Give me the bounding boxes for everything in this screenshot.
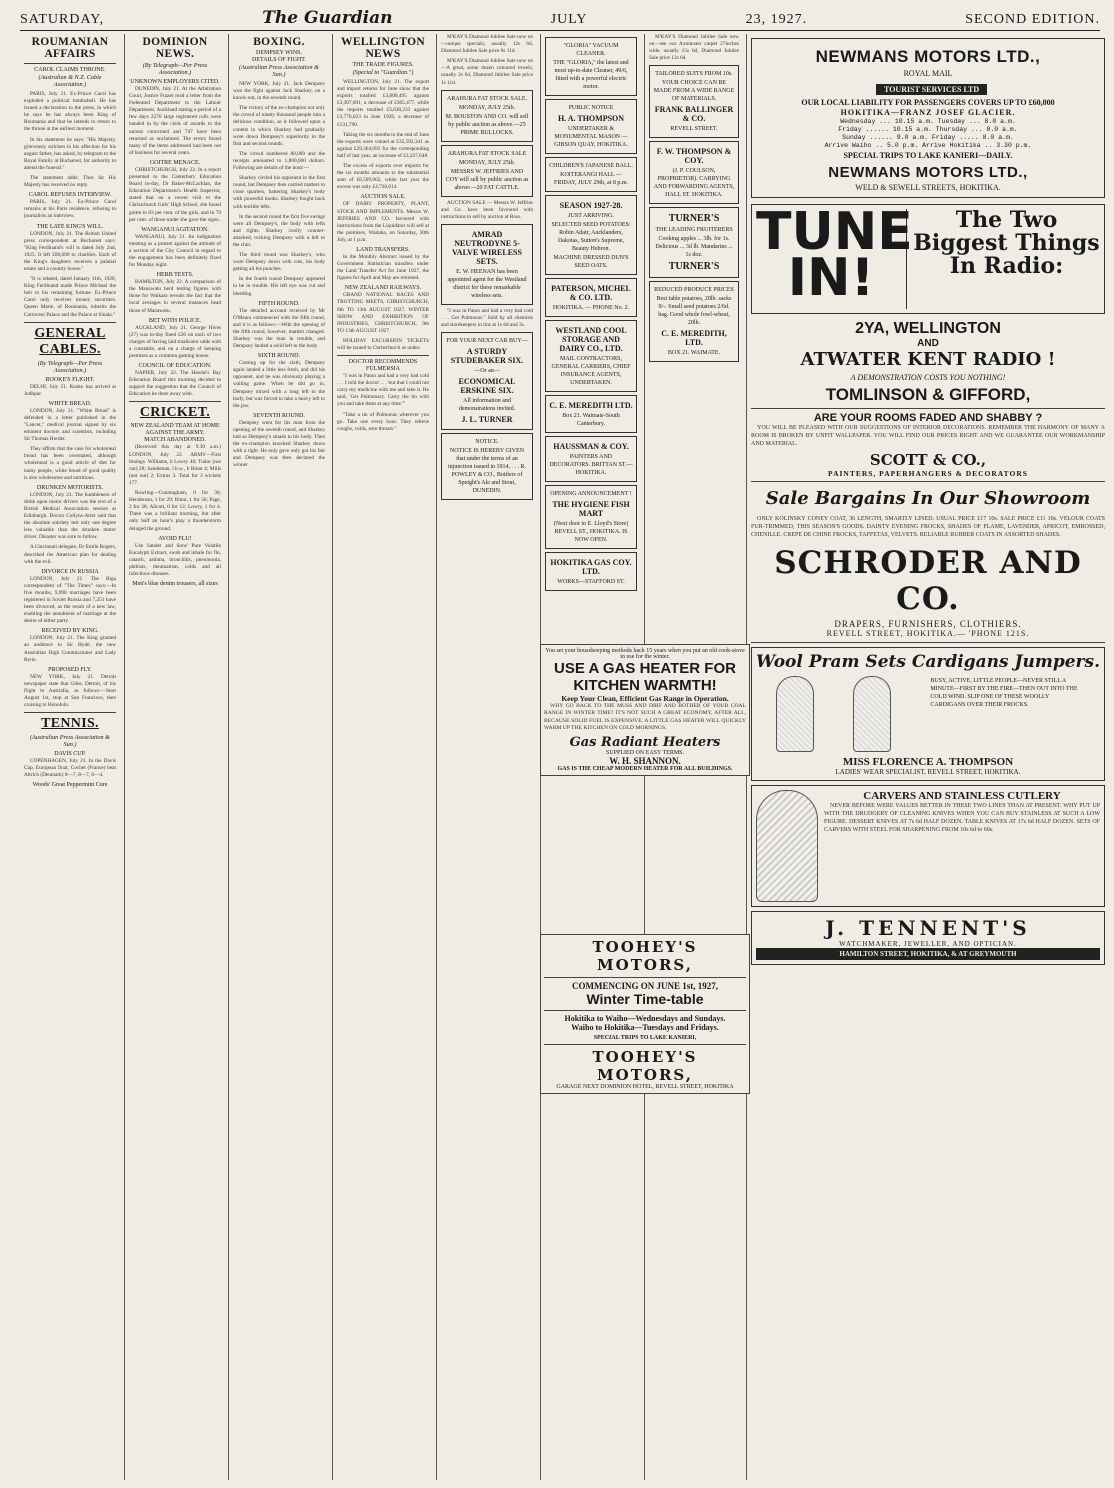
subhead-fifth-round: FIFTH ROUND.	[258, 300, 300, 307]
ad-gas-heater: You set your housekeeping methods back 15 years when you put an old cook-stove in use for the winter. USE A GAS HEATER FOR KITCHEN WARMTH! Keep Your Clean, Efficient Gas Range in Operation. WHY GO BACK TO THE MUSS AND DIRT AND BOTHER OF YOUR COAL RANGE IN WINTER TIME? IT'S NOT SUCH A GREAT ECONOMY, AFTER ALL, BECAUSE SOLID FUEL IS EXPENSIVE. A LITTLE GAS HEATER WILL QUICKLY WARM UP THE KITCHEN ON COLD MORNINGS. Gas Radiant Heaters SUPPLIED ON EASY TERMS. W. H. SHANNON. GAS IS THE CHEAP MODERN HEATER FOR ALL BUILDINGS.	[540, 644, 750, 776]
sale-bargains: Sale Bargains In Our Showroom	[765, 488, 1091, 509]
column-1: ROUMANIAN AFFAIRS CAROL CLAIMS THRONE. (Australian & N.Z. Cable Association.) PARIS, July 21. Ex-Prince Carol has exploded a political bombshell. He has issued a declaration to the press, in which he says he has always been King of Roumania and that he intends to return to the throne at the earliest moment. In his statement he says: "His Majesty, grievously stricken in his affection for his august father, has asked, by telegram to the Royal Family at Bucharest, for authority to attend the funeral." The statement adds: Thus far His Majesty has received no reply. CAROL REFUSES INTERVIEW. PARIS, July 21. Ex-Prince Carol remains at his Paris residence, refusing to journalists an interview. THE LATE KING'S WILL. LONDON, July 21. The British United press correspondent at Bucharest says: "King Ferdinand's will is dated July 2nd, 1925. It left £80,000 to charities. Each of the King's daughters receives a palatial estate and a country house." "It is related, dated January 11th, 1926, King Ferdinand made Prince Michael the heir to his remaining fortune. Ex-Prince Carol only receives money securities. Queen Marie, of Roumania, inherits the Cotroceni Palace and the Palace at Sinaia." GENERAL CABLES. (By Telegraph—Per Press Association.) ROOKE'S FLIGHT. DELHI, July 21. Rooke has arrived at Jodhpur. WHITE BREAD. LONDON, July 21. "White Bread" is defended in a letter published in the "Lancet," medical journal signed by six eminent doctors and scientists, including Sir Thomas Horder. They affirm that the case for wholemeal bread has been overstated, although wholemeal is a good article of diet for many people, white bread of good quality is also wholesome and nutritious. DRUNKEN MOTORISTS. LONDON, July 21. The humbleness of drink upon motor drivers was the text of a British Medical Association session at Edinburgh. Doctor Collyns-Arter said that the absolute sobriety test only one degree less valuable than the drunken motor driver. Disaster was sure to follow. A Cincinnati delegate, Dr Emile Rogers, described the American plan for dealing with the evil. DIVORCE IN RUSSIA LONDON, July 21. The Riga correspondent of "The Times" says:—In five months, 9,090 marriages have been registered in Soviet Russia and 7,251 have been divorced, as the result of a new law, enabling the annulment of marriage at the desire of either party. RECEIVED BY KING. LONDON, July 21. The King granted an audience to Sir Hyde, the new Australian High Commissioner and Lady Ryrie. PROPOSED FLY. NEW YORK, July 21. Detroit newspaper state that Giles, Detroit, of his flight to Australia, as follows:—Start August 1st, stop at San Francisco, then cruising to Honolulu. TENNIS. (Australian Press Association & Sun.) DAVIS CUP. COPENHAGEN, July 21. In the Davis Cup, European final, Cochet (France) beat Altrich (Denmark) 8—7, 8—7, 6—4. Woods' Great Peppermint Cure	[24, 36, 116, 789]
subhead-sixth-round: SIXTH ROUND.	[258, 353, 300, 360]
tune-in-graphic: TUNE IN!	[756, 202, 913, 308]
footer-peppermint: Woods' Great Peppermint Cure	[32, 782, 108, 789]
ad-carvers: CARVERS AND STAINLESS CUTLERY NEVER BEFORE WERE VALUES BETTER IN THESE TWO LINES THAN AT PRESENT. WHY PUT UP WITH THE DRUDGERY OF CLEANING KNIVES WHEN YOU CAN BUY STAINLESS AT SUCH A LOW FIGURE. DESSERT KNIVES AT 7s 6d HALF DOZEN. TABLE KNIVES AT 17s 6d HALF DOZEN. SETS OF CARVERS WITH STEEL FOR SHARPENING FROM 10s 6d to 60s.	[751, 785, 1105, 907]
schroder-and-co: SCHRODER AND CO.	[774, 545, 1082, 617]
headline-cricket: CRICKET.	[139, 405, 211, 421]
masthead	[20, 6, 1100, 31]
subhead-against-army: AGAINST THE ARMY.	[145, 430, 205, 437]
biggest-things: The Two Biggest Things In Radio:	[913, 207, 1100, 279]
ad-notice: NOTICE. NOTICE IS HEREBY GIVEN that under the terms of an injunction issued in 1914, . . . R. POWLEY & CO., Bottlers of Speight's Ale and Stout, DUNEDIN.	[441, 433, 533, 500]
byline-dominion: (By Telegraph—Per Press Association.)	[142, 62, 208, 76]
subhead-davis-cup: DAVIS CUP.	[54, 751, 86, 758]
ad-arahura-2: ARAHURA FAT STOCK SALE MONDAY, JULY 25th. MESSRS W. JEFFRIES AND COY will sell by public auction as above:—20 FAT CATTLE.	[441, 145, 533, 197]
byline-telegraph: (By Telegraph—Per Press Association.)	[37, 359, 103, 374]
faded-rooms-headline: ARE YOUR ROOMS FADED AND SHABBY ?	[813, 412, 1043, 424]
subhead-trade-figures: THE TRADE FIGURES.	[352, 62, 414, 68]
subhead-fulmersia: FULMERSIA	[365, 366, 400, 373]
masthead-date: 23, 1927.	[745, 12, 808, 27]
subhead-auction: AUCTION SALE.	[360, 194, 406, 201]
timetable-row-1: Wednesday ... 10.15 a.m. Tuesday ... 8.0 a.m.	[840, 118, 1016, 125]
subhead-rookes-flight: ROOKE'S FLIGHT.	[45, 376, 95, 383]
masthead-edition: SECOND EDITION.	[965, 12, 1100, 27]
subhead-carol: CAROL CLAIMS THRONE.	[34, 67, 106, 73]
ad-tune-in	[751, 204, 1105, 314]
subhead-council-education: COUNCIL OF EDUCATION.	[138, 363, 212, 370]
subhead-doctor-recommends: DOCTOR RECOMMENDS	[348, 359, 418, 366]
headline-wellington-news: WELLINGTON NEWS	[341, 36, 425, 60]
ad-turners: TURNER'S THE LEADING FRUITERERS Cooking apples ... 3lb. for 1s. Delicious ... 3d lb. Mandarins ... 1s doz. TURNER'S	[649, 207, 739, 278]
newspaper-page	[20, 34, 1105, 1480]
subhead-drunken-motorists: DRUNKEN MOTORISTS.	[36, 484, 104, 491]
ad-thompson: PUBLIC NOTICE H. A. THOMPSON UNDERTAKER & MONUMENTAL MASON — GIBSON QUAY, HOKITIKA.	[545, 99, 637, 154]
tomlinson-gifford: TOMLINSON & GIFFORD,	[825, 385, 1031, 404]
knife-figure-illustration	[756, 790, 818, 902]
column-8-ads: NEWMANS MOTORS LTD., ROYAL MAIL TOURIST SERVICES LTD OUR LOCAL LIABILITY FOR PASSENGERS COVERS UP TO £60,000 HOKITIKA—FRANZ JOSEF GLACIER. Wednesday ... 10.15 a.m. Tuesday ... 8.0 a.m. Friday ...... 10.15 a.m. Thursday ... 8.0 a.m. Sunday ...... 9.0 a.m. Friday ..... 8.0 a.m. Arrive Waiho .. 5.0 p.m. Arrive Hokitika .. 3.30 p.m. SPECIAL TRIPS TO LAKE KANIERI—DAILY. NEWMANS MOTORS LTD., WELD & SEWELL STREETS, HOKITIKA. TUNE IN! The Two Biggest Things In Radio: 2YA, WELLINGTON AND ATWATER KENT RADIO ! A DEMONSTRATION COSTS YOU NOTHING! TOMLINSON & GIFFORD, ARE YOUR ROOMS FADED AND SHABBY ? YOU WILL BE PLEASED WITH OUR SUGGESTIONS OF INTERIOR DECORATIONS. REMEMBER THE HARMONY OF MANY A ROOM IS BROKEN BY UNFIT WALLPAPER. YOU WILL FIND OUR PRICES RIGHT AND WE GUARANTEE OUR WORKMANSHIP AND MATERIAL. SCOTT & CO., PAINTERS, PAPERHANGERS & DECORATORS Sale Bargains In Our Showroom ONLY KOLINSKY CONEY COAT, 36 LENGTH, SMARTLY LINED. USUAL PRICE £17 10s. SALE PRICE £11 10s. VELOUR COATS FUR-TRIMMED, THIS SEASON'S GOODS. DAINTY EVENING FROCKS, SHADES OF FLAME, LAVENDER, APRICOT, EMBOSSED, CHENILLE. CREPE DE CHINE FROCKS, TAFFETAS, VELVETS. RELIABLE RUBBER COATS IN ASSORTED SHADES. SCHRODER AND CO. DRAPERS, FURNISHERS, CLOTHIERS. REVELL STREET, HOKITIKA.— 'PHONE 121S. Wool Pram Sets Cardigans Jumpers. BUSY, ACTIVE, LITTLE PEOPLE—NEVER STILL A MINUTE—FIRST BY THE FIRE—THEN OUT INTO THE COLD WIND. SLIP ONE OF THESE WOOLLY CARDIGANS OVER THEIR FROCKS. MISS FLORENCE A. THOMPSON LADIES' WEAR SPECIALIST, REVELL STREET, HOKITIKA. CARVERS AND STAINLESS CUTLERY NEVER BEFORE WERE VALUES BETTER IN THESE TWO LINES THAN AT PRESENT. WHY PUT UP WITH THE DRUDGERY OF CLEANING KNIVES WHEN YOU CAN BUY STAINLESS AT SUCH A LOW FIGURE. DESSERT KNIVES AT 7s 6d HALF DOZEN. TABLE KNIVES AT 17s 6d HALF DOZEN. SETS OF CARVERS WITH STEEL FOR SHARPENING FROM 10s 6d to 60s. J. TENNENT'S WATCHMAKER, JEWELLER, AND OPTICIAN. HAMILTON STREET, HOKITIKA, & AT GREYMOUTH	[746, 34, 1105, 1480]
headline-roumanian: ROUMANIAN AFFAIRS	[31, 36, 109, 60]
column-2: DOMINION NEWS. (By Telegraph—Per Press Association.) UNKNOWN EMPLOYERS CITED. DUNEDIN, July 21. At the Arbitration Court, Justice Frazer read a letter from the Federated Department to the Labour Department. Auckland stating a period of a few days 2270 large registered rolls were handed in by the clerk of awards to the unions concerned and 747 have been returned as unclaimed. The errors found many of the items addressed had been out of business for several years. GOITRE MENACE. CHRISTCHURCH, July 22. In a report presented to the Canterbury Education Board to-day, Dr Baker-McLachlan, the Education Department's Health Inspector, stated that on a recent visit to the Christchurch Girls' High School, she found goitre in 83 per cent. of the girls, and in 79 per cent. of those under she gave the signs. WANGANUI AGITATION. WANGANUI, July 21. An indignation meeting as a protest against the attitude of a section of the City Council in regard to the engagement has been definitely fixed for Monday night. HERB TESTS. HAMILTON, July 22. A comparison of the Manawatu herd testing figures with those for Waikato reveals the fact that the local averages in several instances head those of Manawatu. BET WITH POLICE. AUCKLAND, July 21. George Hives (27) was to-day fined £20 on each of two charges of having laid totalisator odds with a constable, and on a charge of keeping premises as a common gaming house. COUNCIL OF EDUCATION. NAPIER, July 22. The Hawke's Bay Education Board this morning decided to support the suggestion that the Council of Education be done away with. CRICKET. NEW ZEALAND TEAM AT HOME AGAINST THE ARMY. MATCH ABANDONED. (Received this day at 9.30 a.m.) LONDON, July 22. ARMY—First Innings. Williams, b Lowry 40; Tudor (not out) 28; Sandeman, l.b.w., b Blunt 4; Mills (not out) 2; Extras 3. Total for 3 wickets 177. Bowling—Cunningham, 0 for 30; Henderson, 1 for 29; Blunt, 1 for 56; Page, 2 for 38; Allcott, 0 for 12; Lowry, 1 for 4. There was a brilliant morning, but after only half an hour's play a thunderstorm deluged the ground. AVOID FLU! Use Sander and Sons' Pure Volatile Eucalypti Extract, swab and inhale for flu, catarrh, asthma, bronchitis, pneumonia, phthisis, rheumatism, colds and all infectious diseases. Men's blue denim trousers, all sizes	[124, 34, 225, 1480]
tooheys-title: TOOHEY'S MOTORS,	[592, 938, 698, 974]
subhead-bet-with-police: BET WITH POLICE.	[148, 317, 202, 324]
subhead-land-transfers: LAND TRANSFERS.	[356, 246, 410, 253]
footer-denim: Men's blue denim trousers, all sizes	[132, 581, 218, 588]
subhead-dempsey-wins: DEMPSEY WINS.	[255, 50, 302, 56]
gas-heater-headline: USE A GAS HEATER FOR KITCHEN WARMTH!	[554, 660, 736, 694]
subhead-details-fight: DETAILS OF FIGHT.	[252, 57, 306, 63]
masthead-paper-title: The Guardian	[262, 8, 393, 28]
column-4: WELLINGTON NEWS THE TRADE FIGURES. (Special to "Guardian.") WELLINGTON, July 21. The export and import returns for June show that the exports totalled £3,600,495 against £3,307,891, a decrease of £305,477, while the imports totalled £3,638,233 against £3,770,023 in June 1926, a decrease of £131,790. Taking the six months to the end of June the exports were valued at £32,592,341 as against £29,364,693 for the corresponding half of last year, an increase of £3,227,648. The excess of exports over imports for the six months amounts to the substantial sum of £8,509,962, while last year the excess was only £4,726,014. AUCTION SALE. OF DAIRY PROPERTY, PLANT, STOCK AND IMPLEMENTS. Messrs W. JEFFRIES AND CO. favoured with instructions from the Liquidator will sell at the premises, Waitaha, on Saturday, 30th July, at 1 p.m. LAND TRANSFERS. In the Monthly Abstract issued by the Government Statistician transfers under the Land Transfer Act for June 1927, the figures for April and May are returned. NEW ZEALAND RAILWAYS. GRAND NATIONAL RACES AND TROTTING MEETS, CHRISTCHURCH, 6th TO 13th AUGUST 1927. WINTER SHOW AND EXHIBITION OF INDUSTRIES, CHRISTCHURCH, 9th TO 13th AUGUST 1927. HOLIDAY EXCURSION TICKETS will be issued to Christchurch as under. DOCTOR RECOMMENDS FULMERSIA "I was in Paton and had a very bad cold . . . I told the doctor . . . but that I could not carry my medicine with me and take it. He said, 'Get Pulmonary. Carry the tin with you and take them at any time.'" "Take a tin of Pulmonas wherever you go. Take one every hour. They relieve coughs, colds, sore throats."	[332, 34, 433, 1480]
subhead-wanganui: WANGANUI AGITATION.	[141, 226, 209, 233]
ad-japanese-ball: CHILDREN'S JAPANESE BALL. KOITERANGI HALL — FRIDAY, JULY 29th, at 8 p.m.	[545, 157, 637, 192]
ad-tooheys-motors: TOOHEY'S MOTORS, COMMENCING ON JUNE 1st, 1927, Winter Time-table Hokitika to Waiho—Wednesdays and Sundays. Waiho to Hokitika—Tuesdays and Fridays. SPECIAL TRIPS TO LAKE KANIERI, TOOHEY'S MOTORS, GARAGE NEXT DOMINION HOTEL, REVELL STREET, HOKITIKA	[540, 934, 750, 1094]
timetable-row-2: Friday ...... 10.15 a.m. Thursday ... 8.0 a.m.	[838, 126, 1018, 133]
subhead-goitre: GOITRE MENACE.	[149, 159, 201, 166]
ad-season: SEASON 1927-28. JUST ARRIVING. SELECTED SEED POTATOES: Robin Adair, Aucklanders, Dakotas, Sutton's Supreme, Beauty Hebron. MACHINE DRESSED DUN'S SEED OATS.	[545, 195, 637, 275]
ad-tennents: J. TENNENT'S WATCHMAKER, JEWELLER, AND OPTICIAN. HAMILTON STREET, HOKITIKA, & AT GREYMOUTH	[751, 911, 1105, 965]
subhead-nz-railways: NEW ZEALAND RAILWAYS.	[344, 285, 422, 292]
ad-tailored: TAILORED SUITS FROM 10s. YOUR CHOICE CAN BE MADE FROM A WIDE RANGE OF MATERIALS. FRANK BALLINGER & CO. REVELL STREET.	[649, 65, 739, 138]
subhead-match-abandoned: MATCH ABANDONED.	[144, 437, 206, 444]
ad-reduced-produce: REDUCED PRODUCE PRICES Best table potatoes, 20lb. sacks 9/-. Small seed potatoes 2/6d. bag. Good whole fowl-wheat, 20lb. C. E. MEREDITH, LTD. BOX 21. WAIMATE.	[649, 281, 739, 362]
subhead-nz-team: NEW ZEALAND TEAM AT HOME	[130, 423, 220, 430]
column-7: M'KAY'S Diamond Jubilee Sale now on—see our Axminster carpet 27inches wide, usually 15s 6d, Diamond Jubilee Sale price 12s 6d. TAILORED SUITS FROM 10s. YOUR CHOICE CAN BE MADE FROM A WIDE RANGE OF MATERIALS. FRANK BALLINGER & CO. REVELL STREET. F. W. THOMPSON & COY. (J. P. COULSON, PROPRIETOR). CARRYING AND FORWARDING AGENTS, HALL ST. HOKITIKA. TURNER'S THE LEADING FRUITERERS Cooking apples ... 3lb. for 1s. Delicious ... 3d lb. Mandarins ... 1s doz. TURNER'S REDUCED PRODUCE PRICES Best table potatoes, 20lb. sacks 9/-. Small seed potatoes 2/6d. bag. Good whole fowl-wheat, 20lb. C. E. MEREDITH, LTD. BOX 21. WAIMATE.	[644, 34, 743, 1480]
masthead-day: SATURDAY,	[20, 12, 105, 27]
masthead-month: JULY	[550, 12, 588, 27]
ad-wool-pram: Wool Pram Sets Cardigans Jumpers. BUSY, ACTIVE, LITTLE PEOPLE—NEVER STILL A MINUTE—FIRST BY THE FIRE—THEN OUT INTO THE COLD WIND. SLIP ONE OF THESE WOOLLY CARDIGANS OVER THEIR FROCKS. MISS FLORENCE A. THOMPSON LADIES' WEAR SPECIALIST, REVELL STREET, HOKITIKA.	[751, 647, 1105, 781]
ad-newmans-motors: NEWMANS MOTORS LTD., ROYAL MAIL TOURIST SERVICES LTD OUR LOCAL LIABILITY FOR PASSENGERS COVERS UP TO £60,000 HOKITIKA—FRANZ JOSEF GLACIER. Wednesday ... 10.15 a.m. Tuesday ... 8.0 a.m. Friday ...... 10.15 a.m. Thursday ... 8.0 a.m. Sunday ...... 9.0 a.m. Friday ..... 8.0 a.m. Arrive Waiho .. 5.0 p.m. Arrive Hokitika .. 3.30 p.m. SPECIAL TRIPS TO LAKE KANIERI—DAILY. NEWMANS MOTORS LTD., WELD & SEWELL STREETS, HOKITIKA.	[751, 38, 1105, 198]
subhead-proposed-fly: PROPOSED FLY.	[48, 666, 92, 673]
ad-studebaker: FOR YOUR NEXT CAR BUY— A STURDY STUDEBAKER SIX. —Or an— ECONOMICAL ERSKINE SIX. All information and demonstrations invited. J. L. TURNER	[441, 332, 533, 430]
subhead-avoid-flu: AVOID FLU!	[158, 535, 192, 542]
subhead-unknown-employers: UNKNOWN EMPLOYERS CITED.	[130, 79, 220, 85]
subhead-seventh-round: SEVENTH ROUND.	[253, 412, 305, 419]
scott-co: SCOTT & CO.,	[869, 451, 987, 469]
headline-tennis: TENNIS.	[41, 716, 99, 732]
child-illustration	[853, 676, 891, 752]
column-3: BOXING. DEMPSEY WINS. DETAILS OF FIGHT. (Australian Press Association & Sun.) NEW YORK, July 21. Jack Dempsey won the fight against Jack Sharkey, on a knock-out, in the seventh round. The victory of the ex-champion not only the crowd of ninety thousand people into a delirious condition, as it followed upon a contest in which Sharkey had gradually wore down Dempsey's superiority in the first and second rounds. The crowd numbered 80,000 and the receipts amounted to 1,800,000 dollars. Following are details of the bout:— Sharkey circled his opponent in the first round, but Dempsey then carried matters to close quarters, battering Sharkey's body with powerful hooks. Sharkey fought back with terrible lefts. In the second round the first five swings were all Dempsey's, the body with lefts and rights. Sharkey coolly counter-attacked, rocking Dempsey with a left to the chin. The third round was Sharkey's, who wore Dempsey down with cuts, his body getting all his punches. In the fourth round Dempsey appeared to be in trouble. His left eye was cut and bleeding. FIFTH ROUND. The detailed account received by Mr O'Meara commenced with the fifth round, and it is as follows:—With the opening of the fifth round, however, matters changed. Sharkey was the man in trouble, and Dempsey landed a solid left to the body. SIXTH ROUND. Coming up for the sixth, Dempsey again landed a little less fresh, and did his opponent, and he was obviously playing a waiting game. When he did go in, Dempsey mixed with a long left to the body, but was forced to take a heavy left to the jaw. SEVENTH ROUND. Dempsey went for his man from the opening of the seventh round, and Sharkey had as Dempsey's smash to his body. Then the ex-champion knocked Sharkey down with a right. He only gave only got his fair and Dempsey was then declared the winner.	[228, 34, 329, 1480]
ad-fw-thompson: F. W. THOMPSON & COY. (J. P. COULSON, PROPRIETOR). CARRYING AND FORWARDING AGENTS, HALL ST. HOKITIKA.	[649, 141, 739, 204]
headline-dominion-news: DOMINION NEWS.	[142, 36, 208, 60]
child-illustration	[776, 676, 814, 752]
newmans-logo: TOURIST SERVICES LTD	[876, 84, 987, 95]
ad-westland-cool: WESTLAND COOL STORAGE AND DAIRY CO., LTD. MAIL CONTRACTORS, GENERAL CARRIERS, CHIEF INSURANCE AGENTS, UNDERTAKEN.	[545, 320, 637, 392]
atwater-kent: ATWATER KENT RADIO !	[800, 349, 1056, 370]
ad-paterson: PATERSON, MICHEL & CO. LTD. HOKITIKA. — PHONE No. 2.	[545, 278, 637, 317]
column-5: M'KAY'S Diamond Jubilee Sale now on—unique specials; usually 12s 6d, Diamond Jubilee Sale price 6s 11d. M'KAY'S Diamond Jubilee Sale now on—A great, some dozen coloured towels, usually 2s 6d, Diamond Jubilee Sale price 1s 11d. ARAHURA FAT STOCK SALE. MONDAY, JULY 25th. M. BOUSTON AND CO. will sell by public auction as above.—25 PRIME BULLOCKS. ARAHURA FAT STOCK SALE MONDAY, JULY 25th. MESSRS W. JEFFRIES AND COY will sell by public auction as above:—20 FAT CATTLE. AUCTION SALE — Messrs W. Jeffries and Co. have been favoured with instructions to sell by auction at Ross. AMRAD NEUTRODYNE 5-VALVE WIRELESS SETS. E. W. HEENAN has been appointed agent for the Westland district for these remarkable wireless sets. "I was in Paton and had a very bad cold . . . Get Pulmonas." Sold by all chemists and storekeepers in tins at 1s 6d and 3s. FOR YOUR NEXT CAR BUY— A STURDY STUDEBAKER SIX. —Or an— ECONOMICAL ERSKINE SIX. All information and demonstrations invited. J. L. TURNER NOTICE. NOTICE IS HEREBY GIVEN that under the terms of an injunction issued in 1914, . . . R. POWLEY & CO., Bottlers of Speight's Ale and Stout, DUNEDIN.	[436, 34, 537, 1480]
ad-amrad: AMRAD NEUTRODYNE 5-VALVE WIRELESS SETS. E. W. HEENAN has been appointed agent for the Westland district for these remarkable wireless sets.	[441, 224, 533, 305]
timetable-row-4: Arrive Waiho .. 5.0 p.m. Arrive Hokitika .. 3.30 p.m.	[824, 142, 1032, 149]
timetable-row-3: Sunday ...... 9.0 a.m. Friday ..... 8.0 a.m.	[842, 134, 1014, 141]
station-2ya: 2YA, WELLINGTON	[855, 320, 1001, 337]
winter-timetable: Winter Time-table	[586, 991, 704, 1007]
ad-hokitika-gas: HOKITIKA GAS COY. LTD. WORKS—STAFFORD ST.	[545, 552, 637, 591]
ad-haussman: HAUSSMAN & COY. PAINTERS AND DECORATORS. BRITTAN ST.—HOKITIKA.	[545, 436, 637, 482]
byline-tennis: (Australian Press Association & Sun.)	[30, 734, 110, 749]
subhead-received-by-king: RECEIVED BY KING.	[41, 628, 99, 635]
ad-arahura-1: ARAHURA FAT STOCK SALE. MONDAY, JULY 25th. M. BOUSTON AND CO. will sell by public auction as above.—25 PRIME BULLOCKS.	[441, 90, 533, 142]
ad-gloria: "GLORIA" VACUUM CLEANER. THE "GLORIA," the latest and most up-to-date Cleaner, 49/6, fitted with a powerful electric motor.	[545, 37, 637, 96]
headline-general-cables: GENERAL CABLES.	[34, 325, 106, 357]
ad-meredith: C. E. MEREDITH LTD. Box 21. Waimate-South Canterbury.	[545, 395, 637, 433]
newmans-title: NEWMANS MOTORS LTD.,	[815, 47, 1041, 66]
ad-fish-mart: OPENING ANNOUNCEMENT ! THE HYGIENE FISH MART (Next door to E. Lloyd's Store) REVELL ST., HOKITIKA. IS NOW OPEN.	[545, 485, 637, 549]
subhead-herb-tests: HERB TESTS.	[156, 272, 194, 279]
byline-boxing: (Australian Press Association & Sun.)	[239, 64, 319, 78]
byline-wellington: (Special to "Guardian.")	[352, 69, 414, 76]
headline-boxing: BOXING.	[253, 36, 305, 48]
subhead-divorce-russia: DIVORCE IN RUSSIA	[41, 568, 99, 575]
byline-cable: (Australian & N.Z. Cable Association.)	[38, 74, 102, 88]
